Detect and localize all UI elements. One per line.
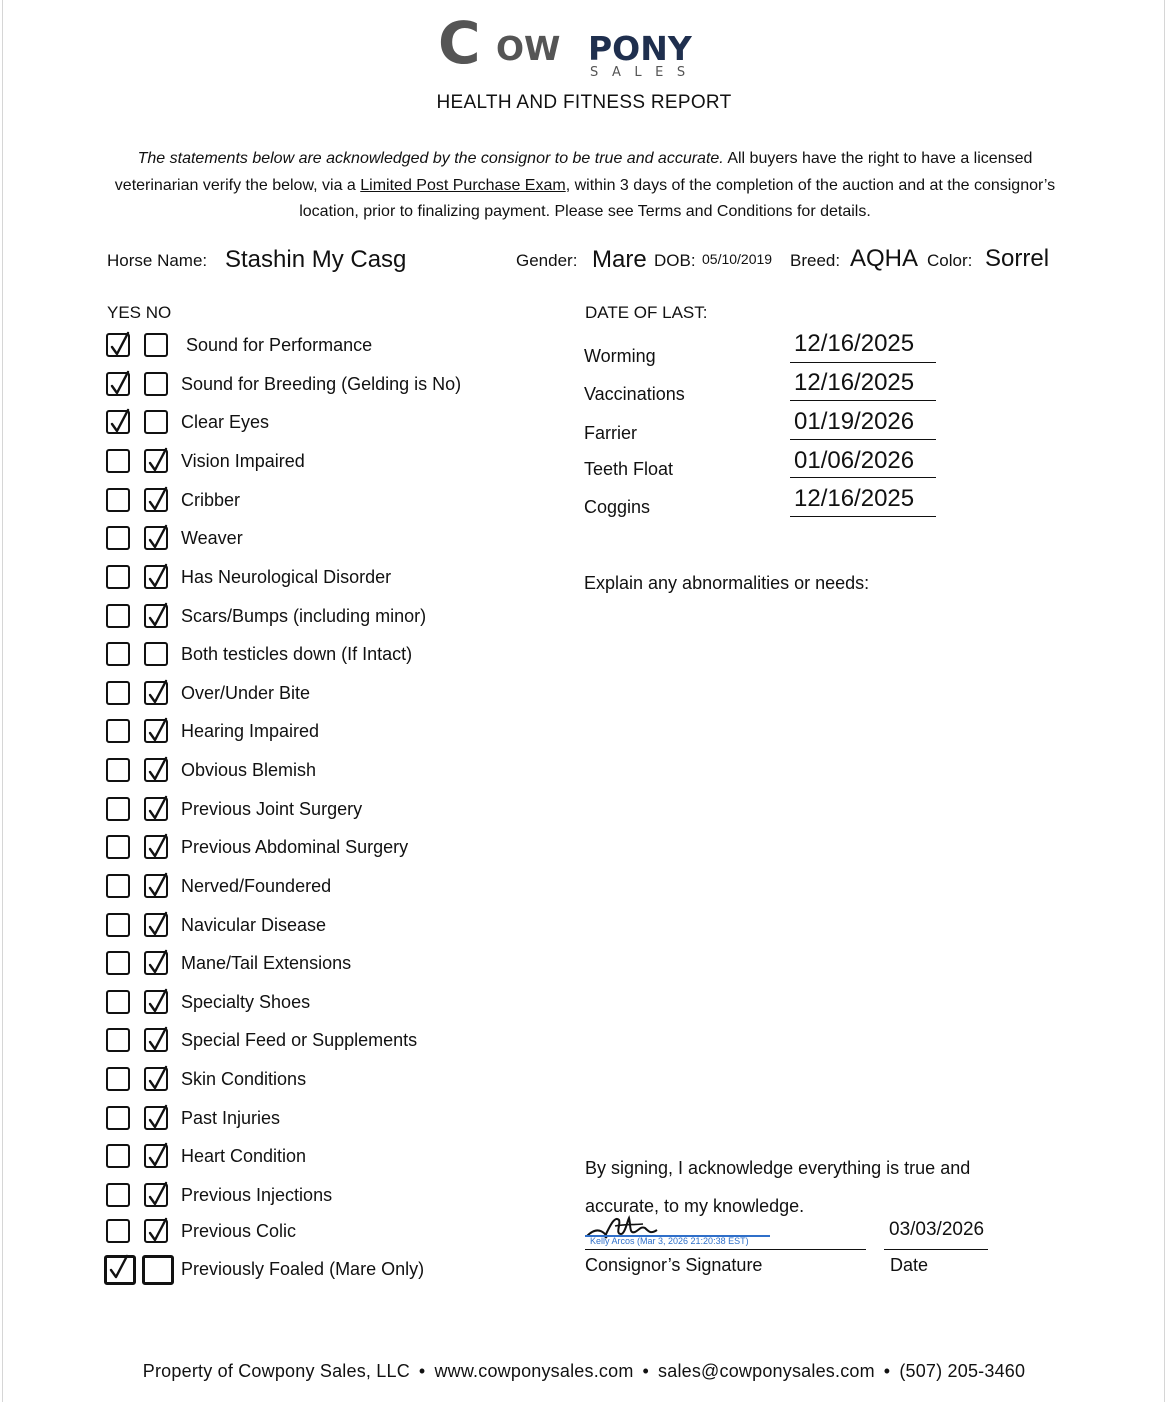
checklist-item-label: Previous Abdominal Surgery [181,837,409,857]
date-row-label: Teeth Float [584,459,674,479]
checkmark-icon [145,795,171,823]
checkmark-icon [145,911,171,939]
yes-checkbox[interactable] [106,835,130,859]
date-row-value: 12/16/2025 [794,330,915,357]
no-checkbox[interactable] [144,1183,168,1207]
yes-checkbox[interactable] [106,913,130,937]
color-label: Color: [927,251,973,270]
footer-phone: (507) 205-3460 [899,1361,1026,1381]
acknowledgement-text: By signing, I acknowledge everything is true and accurate, to my knowledge. [585,1158,971,1216]
checklist-item-label: Special Feed or Supplements [181,1030,418,1050]
page-edge-left [2,0,3,1402]
page-edge-right [1164,0,1165,1402]
no-checkbox[interactable] [144,372,168,396]
report-title: HEALTH AND FITNESS REPORT [436,92,732,113]
yes-checkbox[interactable] [104,1255,136,1285]
date-row-value: 01/19/2026 [794,408,915,435]
breed-value: AQHA [850,245,919,272]
logo-big-c: C [438,9,479,77]
intro-part2: , within 3 days of the completion of the auction and at the consignor’s location, prior to finalizing payment. Please see Terms and Conditions for details. [299,176,1056,220]
no-checkbox[interactable] [144,1144,168,1168]
no-checkbox[interactable] [144,642,168,666]
footer-company: Property of Cowpony Sales, LLC [142,1361,410,1381]
date-label: Date [890,1255,929,1275]
dob-value: 05/10/2019 [702,251,773,267]
checklist-item-label: Obvious Blemish [181,760,317,780]
checkmark-icon [145,1026,171,1054]
yes-checkbox[interactable] [106,410,130,434]
signature-stamp: Kelly Arcos (Mar 3, 2026 21:20:38 EST) [590,1236,749,1246]
checkmark-icon [145,949,171,977]
checklist-item-label: Vision Impaired [181,451,305,471]
checkmark-icon [145,1104,171,1132]
horse-name-label: Horse Name: [107,251,208,270]
no-checkbox[interactable] [144,681,168,705]
no-checkbox[interactable] [144,797,168,821]
date-of-last-header: DATE OF LAST: [585,303,708,322]
date-row-underline [790,439,936,440]
footer-separator: • [642,1361,650,1381]
gender-label: Gender: [516,251,578,270]
signature-field[interactable] [585,1212,865,1248]
checkmark-icon [145,833,171,861]
yes-checkbox[interactable] [106,1067,130,1091]
checklist-item-label: Both testicles down (If Intact) [181,644,413,664]
intro-part1: All buyers have the right to have a licensed veterinarian verify the below, via a [114,150,1033,194]
checklist-item-label: Previous Joint Surgery [181,799,363,819]
no-checkbox[interactable] [144,565,168,589]
checkmark-icon [145,447,171,475]
checkmark-icon [145,872,171,900]
yes-checkbox[interactable] [106,1106,130,1130]
date-row-value: 01/06/2026 [794,447,915,474]
yes-checkbox[interactable] [106,758,130,782]
signature-label: Consignor’s Signature [585,1255,763,1275]
yes-checkbox[interactable] [106,642,130,666]
intro-italic: The statements below are acknowledged by the consignor to be true and accurate. [137,150,724,167]
yes-checkbox[interactable] [106,526,130,550]
checkmark-icon [145,1065,171,1093]
post-purchase-exam-link[interactable]: Limited Post Purchase Exam [360,176,566,194]
no-checkbox[interactable] [144,719,168,743]
date-row-underline [790,362,936,363]
checklist-item-label: Navicular Disease [181,915,327,935]
yes-checkbox[interactable] [106,1219,130,1243]
no-checkbox[interactable] [144,758,168,782]
gender-value: Mare [592,246,647,273]
date-row-value: 12/16/2025 [794,485,915,512]
color-value: Sorrel [985,245,1050,272]
date-row-underline [790,400,936,401]
yes-checkbox[interactable] [106,951,130,975]
checkmark-icon [145,988,171,1016]
no-checkbox[interactable] [144,951,168,975]
no-checkbox[interactable] [144,333,168,357]
yes-no-header: YES NO [107,303,172,322]
footer-website[interactable]: www.cowponysales.com [434,1361,634,1381]
yes-checkbox[interactable] [106,1183,130,1207]
no-checkbox[interactable] [144,1219,168,1243]
date-row-label: Vaccinations [584,384,685,404]
checklist-item-label: Has Neurological Disorder [181,567,392,587]
logo-ow: OW [496,29,561,68]
no-checkbox[interactable] [142,1255,174,1285]
checklist-item-label: Sound for Breeding (Gelding is No) [181,374,462,394]
logo-pony: PONY [588,29,692,68]
checkmark-icon [107,331,133,359]
yes-checkbox[interactable] [106,797,130,821]
checklist-item-label: Clear Eyes [181,412,270,432]
date-row-value: 12/16/2025 [794,369,915,396]
checklist-item-label: Mane/Tail Extensions [181,953,352,973]
date-row-label: Worming [584,346,656,366]
checkmark-icon [145,602,171,630]
checklist-item-label: Nerved/Foundered [181,876,332,896]
yes-checkbox[interactable] [106,333,130,357]
no-checkbox[interactable] [144,526,168,550]
no-checkbox[interactable] [144,1028,168,1052]
page-footer [0,1361,1168,1382]
checklist-item-label: Previous Injections [181,1185,333,1205]
no-checkbox[interactable] [144,449,168,473]
checkmark-icon [145,756,171,784]
no-checkbox[interactable] [144,1067,168,1091]
date-line [884,1249,988,1250]
checklist-item-label: Heart Condition [181,1146,307,1166]
signature-line [585,1249,866,1250]
checklist-item-label: Sound for Performance [186,335,373,355]
yes-checkbox[interactable] [106,681,130,705]
checklist-item-label: Scars/Bumps (including minor) [181,606,427,626]
no-checkbox[interactable] [144,488,168,512]
checklist-item-label: Weaver [181,528,243,548]
checkmark-icon [145,486,171,514]
breed-label: Breed: [790,251,841,270]
checklist-item-label: Over/Under Bite [181,683,311,703]
footer-separator: • [883,1361,891,1381]
no-checkbox[interactable] [144,604,168,628]
checklist-item-label: Skin Conditions [181,1069,307,1089]
intro-statement [100,146,1070,226]
yes-checkbox[interactable] [106,874,130,898]
no-checkbox[interactable] [144,990,168,1014]
yes-checkbox[interactable] [106,488,130,512]
date-row-underline [790,477,936,478]
signature-date-value: 03/03/2026 [889,1219,985,1240]
yes-checkbox[interactable] [106,719,130,743]
checkmark-icon [145,1217,171,1245]
checkmark-icon [107,370,133,398]
cowpony-logo [438,9,738,80]
horse-name-value: Stashin My Casg [225,246,407,273]
footer-email[interactable]: sales@cowponysales.com [658,1361,875,1381]
footer-separator: • [418,1361,426,1381]
yes-checkbox[interactable] [106,449,130,473]
checklist-item-label: Past Injuries [181,1108,281,1128]
yes-checkbox[interactable] [106,604,130,628]
yes-checkbox[interactable] [106,372,130,396]
yes-checkbox[interactable] [106,1028,130,1052]
abnormalities-label: Explain any abnormalities or needs: [584,573,870,593]
checklist-item-label: Previously Foaled (Mare Only) [181,1259,425,1279]
checkmark-icon [145,563,171,591]
checklist-item-label: Cribber [181,490,241,510]
checkmark-icon [145,717,171,745]
no-checkbox[interactable] [144,874,168,898]
checklist-item-label: Specialty Shoes [181,992,311,1012]
checkmark-icon [145,1142,171,1170]
logo-sales: SALES [590,65,699,80]
no-checkbox[interactable] [144,1106,168,1130]
checkmark-icon [145,524,171,552]
yes-checkbox[interactable] [106,990,130,1014]
date-row-label: Coggins [584,497,651,517]
checkmark-icon [145,1181,171,1209]
dob-label: DOB: [654,251,696,270]
no-checkbox[interactable] [144,410,168,434]
yes-checkbox[interactable] [106,1144,130,1168]
date-row-label: Farrier [584,423,637,443]
checkmark-icon [107,408,133,436]
checklist-item-label: Previous Colic [181,1221,297,1241]
checkmark-icon [145,679,171,707]
date-row-underline [790,516,936,517]
checkmark-icon [106,1254,132,1282]
yes-checkbox[interactable] [106,565,130,589]
no-checkbox[interactable] [144,913,168,937]
no-checkbox[interactable] [144,835,168,859]
checklist-item-label: Hearing Impaired [181,721,320,741]
